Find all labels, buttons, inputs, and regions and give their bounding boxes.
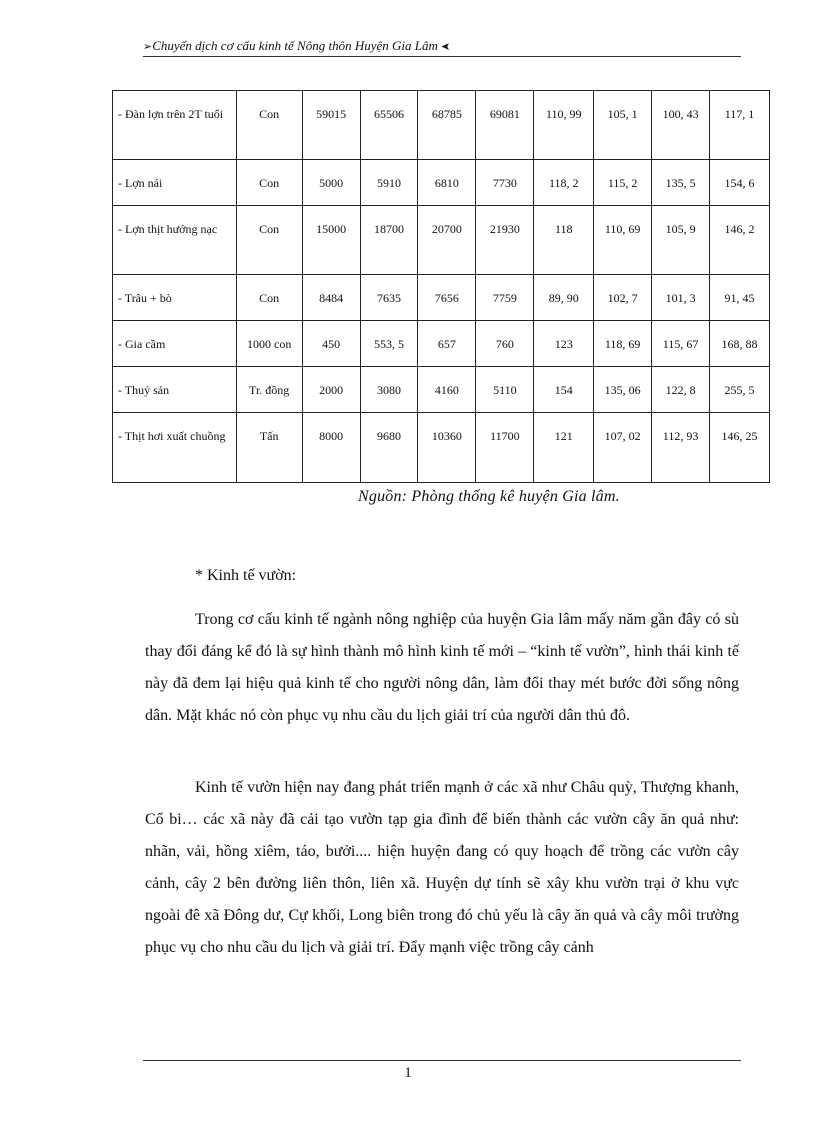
- table-cell: 100, 43: [652, 91, 710, 160]
- table-cell: 168, 88: [710, 321, 770, 367]
- table-cell: 110, 69: [594, 206, 652, 275]
- row-unit: Con: [236, 91, 302, 160]
- table-cell: 5110: [476, 367, 534, 413]
- table-cell: 154, 6: [710, 160, 770, 206]
- table-cell: 3080: [360, 367, 418, 413]
- table-cell: 118, 2: [534, 160, 594, 206]
- table-cell: 135, 06: [594, 367, 652, 413]
- table-row: [113, 367, 770, 413]
- table-cell: 122, 8: [652, 367, 710, 413]
- table-cell: 9680: [360, 413, 418, 483]
- row-label: - Lợn nái: [113, 160, 237, 206]
- table-cell: 121: [534, 413, 594, 483]
- footer-rule: [143, 1060, 741, 1061]
- table-cell: 102, 7: [594, 275, 652, 321]
- row-unit: 1000 con: [236, 321, 302, 367]
- table-cell: 59015: [302, 91, 360, 160]
- section-heading: * Kinh tế vườn:: [195, 567, 297, 584]
- row-unit: Con: [236, 160, 302, 206]
- table-cell: 118: [534, 206, 594, 275]
- row-label: - Trâu + bò: [113, 275, 237, 321]
- table-cell: 105, 1: [594, 91, 652, 160]
- row-label: - Thuỷ sản: [113, 367, 237, 413]
- table-cell: 107, 02: [594, 413, 652, 483]
- table-cell: 7656: [418, 275, 476, 321]
- table-cell: 146, 25: [710, 413, 770, 483]
- table-cell: 18700: [360, 206, 418, 275]
- row-label: - Thịt hơi xuất chuồng: [113, 413, 237, 483]
- table-cell: 4160: [418, 367, 476, 413]
- table-cell: 115, 67: [652, 321, 710, 367]
- row-label: - Gia cầm: [113, 321, 237, 367]
- table-cell: 450: [302, 321, 360, 367]
- table-cell: 69081: [476, 91, 534, 160]
- row-unit: Con: [236, 275, 302, 321]
- table-cell: 5000: [302, 160, 360, 206]
- table-row: [113, 206, 770, 275]
- table-cell: 115, 2: [594, 160, 652, 206]
- table-cell: 20700: [418, 206, 476, 275]
- header-rule: [143, 56, 741, 57]
- table-cell: 154: [534, 367, 594, 413]
- source-note: Nguồn: Phòng thống kê huyện Gia lâm.: [358, 488, 620, 505]
- table-cell: 65506: [360, 91, 418, 160]
- paragraph-1: Trong cơ cấu kinh tế ngành nông nghiệp của huyện Gia lâm mấy năm gần đây có sù thay đổi đáng kể đó là sự hình thành mô hình kinh tế mới – “kinh tế vườn”, hình thái kinh tế này đã đem lại hiệu quả kinh tế cho người nông dân, làm đổi thay mét bước đời sống nông dân. Mặt khác nó còn phục vụ nhu cầu du lịch giải trí của người dân thủ đô.: [145, 611, 739, 724]
- table-cell: 255, 5: [710, 367, 770, 413]
- table-cell: 118, 69: [594, 321, 652, 367]
- table-cell: 105, 9: [652, 206, 710, 275]
- table-cell: 89, 90: [534, 275, 594, 321]
- row-label: - Đàn lợn trên 2T tuổi: [113, 91, 237, 160]
- table-cell: 553, 5: [360, 321, 418, 367]
- table-row: [113, 160, 770, 206]
- table-cell: 11700: [476, 413, 534, 483]
- row-unit: Tấn: [236, 413, 302, 483]
- table-cell: 8484: [302, 275, 360, 321]
- table-cell: 68785: [418, 91, 476, 160]
- table-cell: 135, 5: [652, 160, 710, 206]
- table-cell: 117, 1: [710, 91, 770, 160]
- table-cell: 7759: [476, 275, 534, 321]
- table-row: [113, 321, 770, 367]
- table-cell: 21930: [476, 206, 534, 275]
- table-cell: 7730: [476, 160, 534, 206]
- table-cell: 760: [476, 321, 534, 367]
- arrow-right-icon: ➢: [143, 41, 153, 53]
- page-number: 1: [404, 1065, 412, 1081]
- table-cell: 91, 45: [710, 275, 770, 321]
- page-header: [143, 36, 741, 56]
- table-cell: 5910: [360, 160, 418, 206]
- table-row: [113, 275, 770, 321]
- livestock-table: [112, 90, 770, 483]
- header-title: Chuyển dịch cơ cấu kinh tế Nông thôn Huyện Gia Lâm: [152, 38, 438, 53]
- table-cell: 2000: [302, 367, 360, 413]
- table-cell: 15000: [302, 206, 360, 275]
- table-cell: 8000: [302, 413, 360, 483]
- table-cell: 146, 2: [710, 206, 770, 275]
- table-row: [113, 91, 770, 160]
- table-cell: 110, 99: [534, 91, 594, 160]
- row-unit: Tr. đồng: [236, 367, 302, 413]
- row-unit: Con: [236, 206, 302, 275]
- row-label: - Lợn thịt hướng nạc: [113, 206, 237, 275]
- arrow-left-icon: ➤: [441, 41, 451, 53]
- table-cell: 657: [418, 321, 476, 367]
- paragraph-2: Kinh tế vườn hiện nay đang phát triển mạnh ở các xã như Châu quỳ, Thượng khanh, Cổ bi… các xã này đã cải tạo vườn tạp gia đình để biến thành các vườn cây ăn quả như: nhãn, vải, hồng xiêm, táo, bưởi.... hiện huyện đang có quy hoạch để trồng các vườn cây cảnh, cây 2 bên đường liên thôn, liên xã. Huyện dự tính sẽ xây khu vườn trại ở khu vực ngoài đê xã Đông dư, Cự khối, Long biên trong đó chủ yếu là cây ăn quả và cây môi trường phục vụ cho nhu cầu du lịch và giải trí. Đẩy mạnh việc trồng cây cảnh: [145, 779, 739, 956]
- table-cell: 10360: [418, 413, 476, 483]
- table-cell: 112, 93: [652, 413, 710, 483]
- table-cell: 123: [534, 321, 594, 367]
- table-cell: 101, 3: [652, 275, 710, 321]
- table-cell: 6810: [418, 160, 476, 206]
- table-cell: 7635: [360, 275, 418, 321]
- table-row: [113, 413, 770, 483]
